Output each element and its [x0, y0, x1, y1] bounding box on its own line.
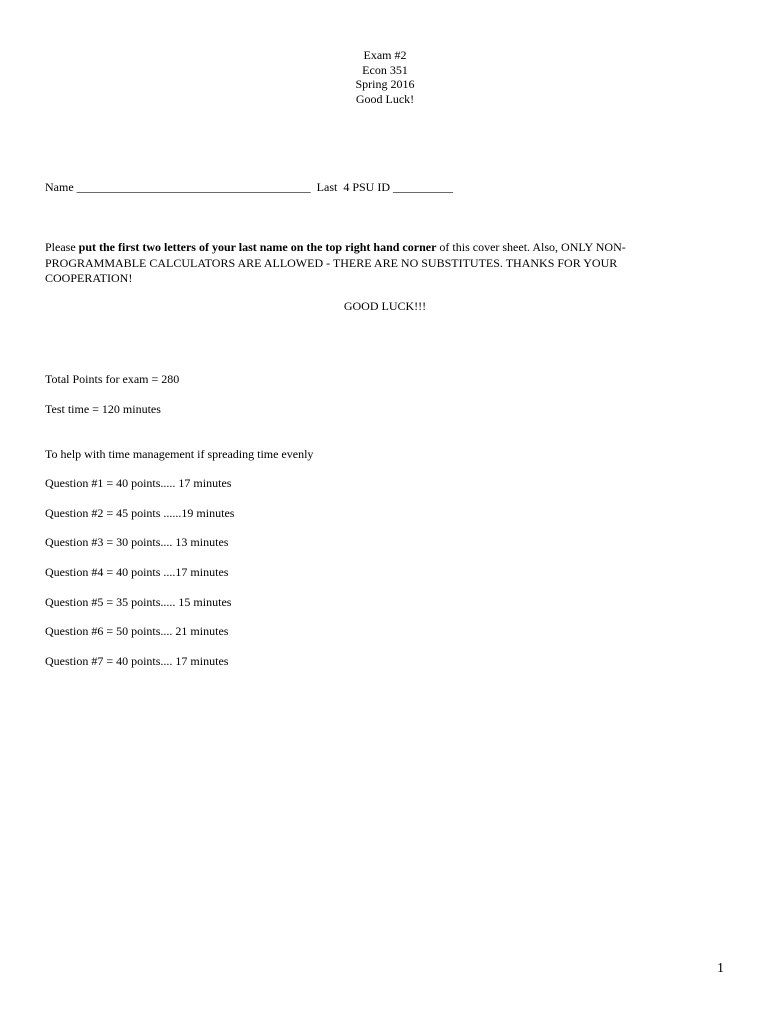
list-item: Question #2 = 45 points ......19 minutes [45, 505, 235, 520]
test-time: Test time = 120 minutes [45, 402, 161, 416]
instructions-intro: Please [45, 240, 79, 254]
instructions-paragraph [45, 240, 685, 287]
good-luck-text: GOOD LUCK!!! [343, 299, 427, 313]
exam-header [0, 48, 770, 106]
instructions-emphasis: put the first two letters of your last name on the top right hand corner [78, 240, 437, 254]
exam-number: Exam #2 [363, 48, 407, 62]
instructions-rest: of this cover sheet. Also, ONLY NON-PROGRAMMABLE CALCULATORS ARE ALLOWED - THERE ARE NO SUBSTITUTES. THANKS FOR YOUR COOPERATION! [45, 240, 626, 285]
question-time-list [45, 476, 234, 684]
total-points: Total Points for exam = 280 [45, 372, 180, 386]
list-item: Question #3 = 30 points.... 13 minutes [45, 535, 229, 550]
psu-id-field-label: Last 4 PSU ID __________ [316, 180, 453, 194]
course-name: Econ 351 [362, 62, 408, 77]
list-item: Question #4 = 40 points ....17 minutes [45, 565, 229, 580]
list-item: Question #5 = 35 points..... 15 minutes [45, 594, 232, 609]
name-and-id-line [45, 180, 453, 195]
page-number: 1 [717, 961, 724, 976]
time-management-intro: To help with time management if spreading time evenly [45, 447, 314, 461]
name-field-label: Name _______________________________________ [45, 180, 311, 194]
list-item: Question #6 = 50 points.... 21 minutes [45, 624, 229, 639]
term: Spring 2016 [355, 77, 415, 92]
list-item: Question #7 = 40 points.... 17 minutes [45, 654, 229, 669]
header-good-luck: Good Luck! [355, 91, 415, 106]
list-item: Question #1 = 40 points..... 17 minutes [45, 476, 232, 490]
